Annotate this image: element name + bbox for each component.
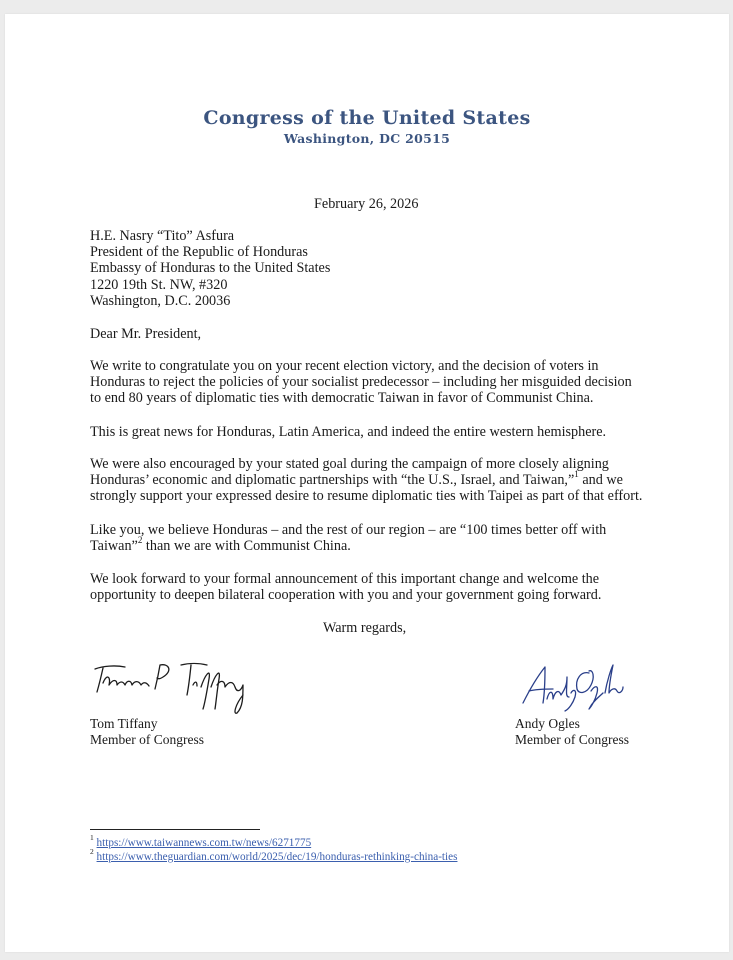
footnote-link[interactable]: https://www.taiwannews.com.tw/news/6271775 [96, 837, 312, 849]
footnote-link[interactable]: https://www.theguardian.com/world/2025/dec/19/honduras-rethinking-china-ties [96, 850, 458, 863]
signatory-title: Member of Congress [90, 732, 204, 747]
recipient-title: President of the Republic of Honduras [90, 244, 308, 261]
recipient-name: H.E. Nasry “Tito” Asfura [90, 228, 235, 244]
recipient-address [90, 228, 330, 309]
footnote-ref-2: 2 [137, 535, 143, 546]
signatory-ogles [515, 716, 629, 748]
letterhead-subtitle: Washington, DC 20515 [283, 131, 451, 146]
text-segment: and we [578, 472, 623, 489]
letter-date: February 26, 2026 [314, 196, 419, 212]
recipient-organization: Embassy of Honduras to the United States [90, 260, 331, 277]
paragraph-line: strongly support your expressed desire to resume diplomatic ties with Taipei as part of that effort. [90, 488, 643, 505]
text-segment: Taiwan” [90, 538, 138, 555]
paragraph-look-forward [90, 571, 650, 603]
salutation: Dear Mr. President, [90, 326, 202, 342]
letter-page [5, 14, 729, 952]
paragraph-line: Like you, we believe Honduras – and the rest of our region – are “100 times better off with [90, 522, 607, 538]
paragraph-congratulations [90, 358, 650, 407]
paragraph-partnerships [90, 456, 650, 505]
paragraph-better-off [90, 522, 650, 554]
signatory-tiffany [90, 716, 204, 748]
signature-tiffany [89, 659, 259, 717]
recipient-street: 1220 19th St. NW, #320 [90, 276, 228, 293]
paragraph-line: This is great news for Honduras, Latin America, and indeed the entire western hemisphere. [90, 424, 607, 440]
paragraph-line: Honduras to reject the policies of your socialist predecessor – including her misguided decision [90, 374, 632, 391]
footnote-ref-1: 1 [574, 469, 579, 480]
footnote-divider [90, 829, 260, 830]
footnote-number: 1 [90, 833, 94, 843]
footnote-1 [90, 833, 457, 851]
paragraph-line [90, 469, 650, 489]
signatory-name: Andy Ogles [515, 716, 580, 731]
footnotes [90, 833, 458, 864]
letterhead-title: Congress of the United States [203, 107, 531, 129]
text-segment: than we are with Communist China. [142, 538, 351, 555]
signatory-name: Tom Tiffany [90, 716, 158, 731]
paragraph-line: to end 80 years of diplomatic ties with democratic Taiwan in favor of Communist China. [90, 390, 594, 407]
text-segment: Honduras’ economic and diplomatic partnerships with “the U.S., Israel, and Taiwan,” [90, 472, 575, 489]
paragraph-line: We write to congratulate you on your recent election victory, and the decision of voters in [90, 358, 599, 374]
footnote-number: 2 [90, 846, 94, 856]
paragraph-line [90, 535, 650, 555]
signatory-title: Member of Congress [515, 732, 629, 747]
paragraph-great-news [90, 424, 650, 440]
recipient-city: Washington, D.C. 20036 [90, 292, 231, 309]
paragraph-line: We look forward to your formal announcement of this important change and welcome the [90, 571, 600, 587]
paragraph-line: opportunity to deepen bilateral cooperation with you and your government going forward. [90, 587, 602, 604]
signature-ogles [515, 659, 625, 714]
footnote-2 [90, 846, 458, 865]
paragraph-line: We were also encouraged by your stated goal during the campaign of more closely aligning [90, 456, 609, 472]
closing: Warm regards, [323, 620, 407, 636]
